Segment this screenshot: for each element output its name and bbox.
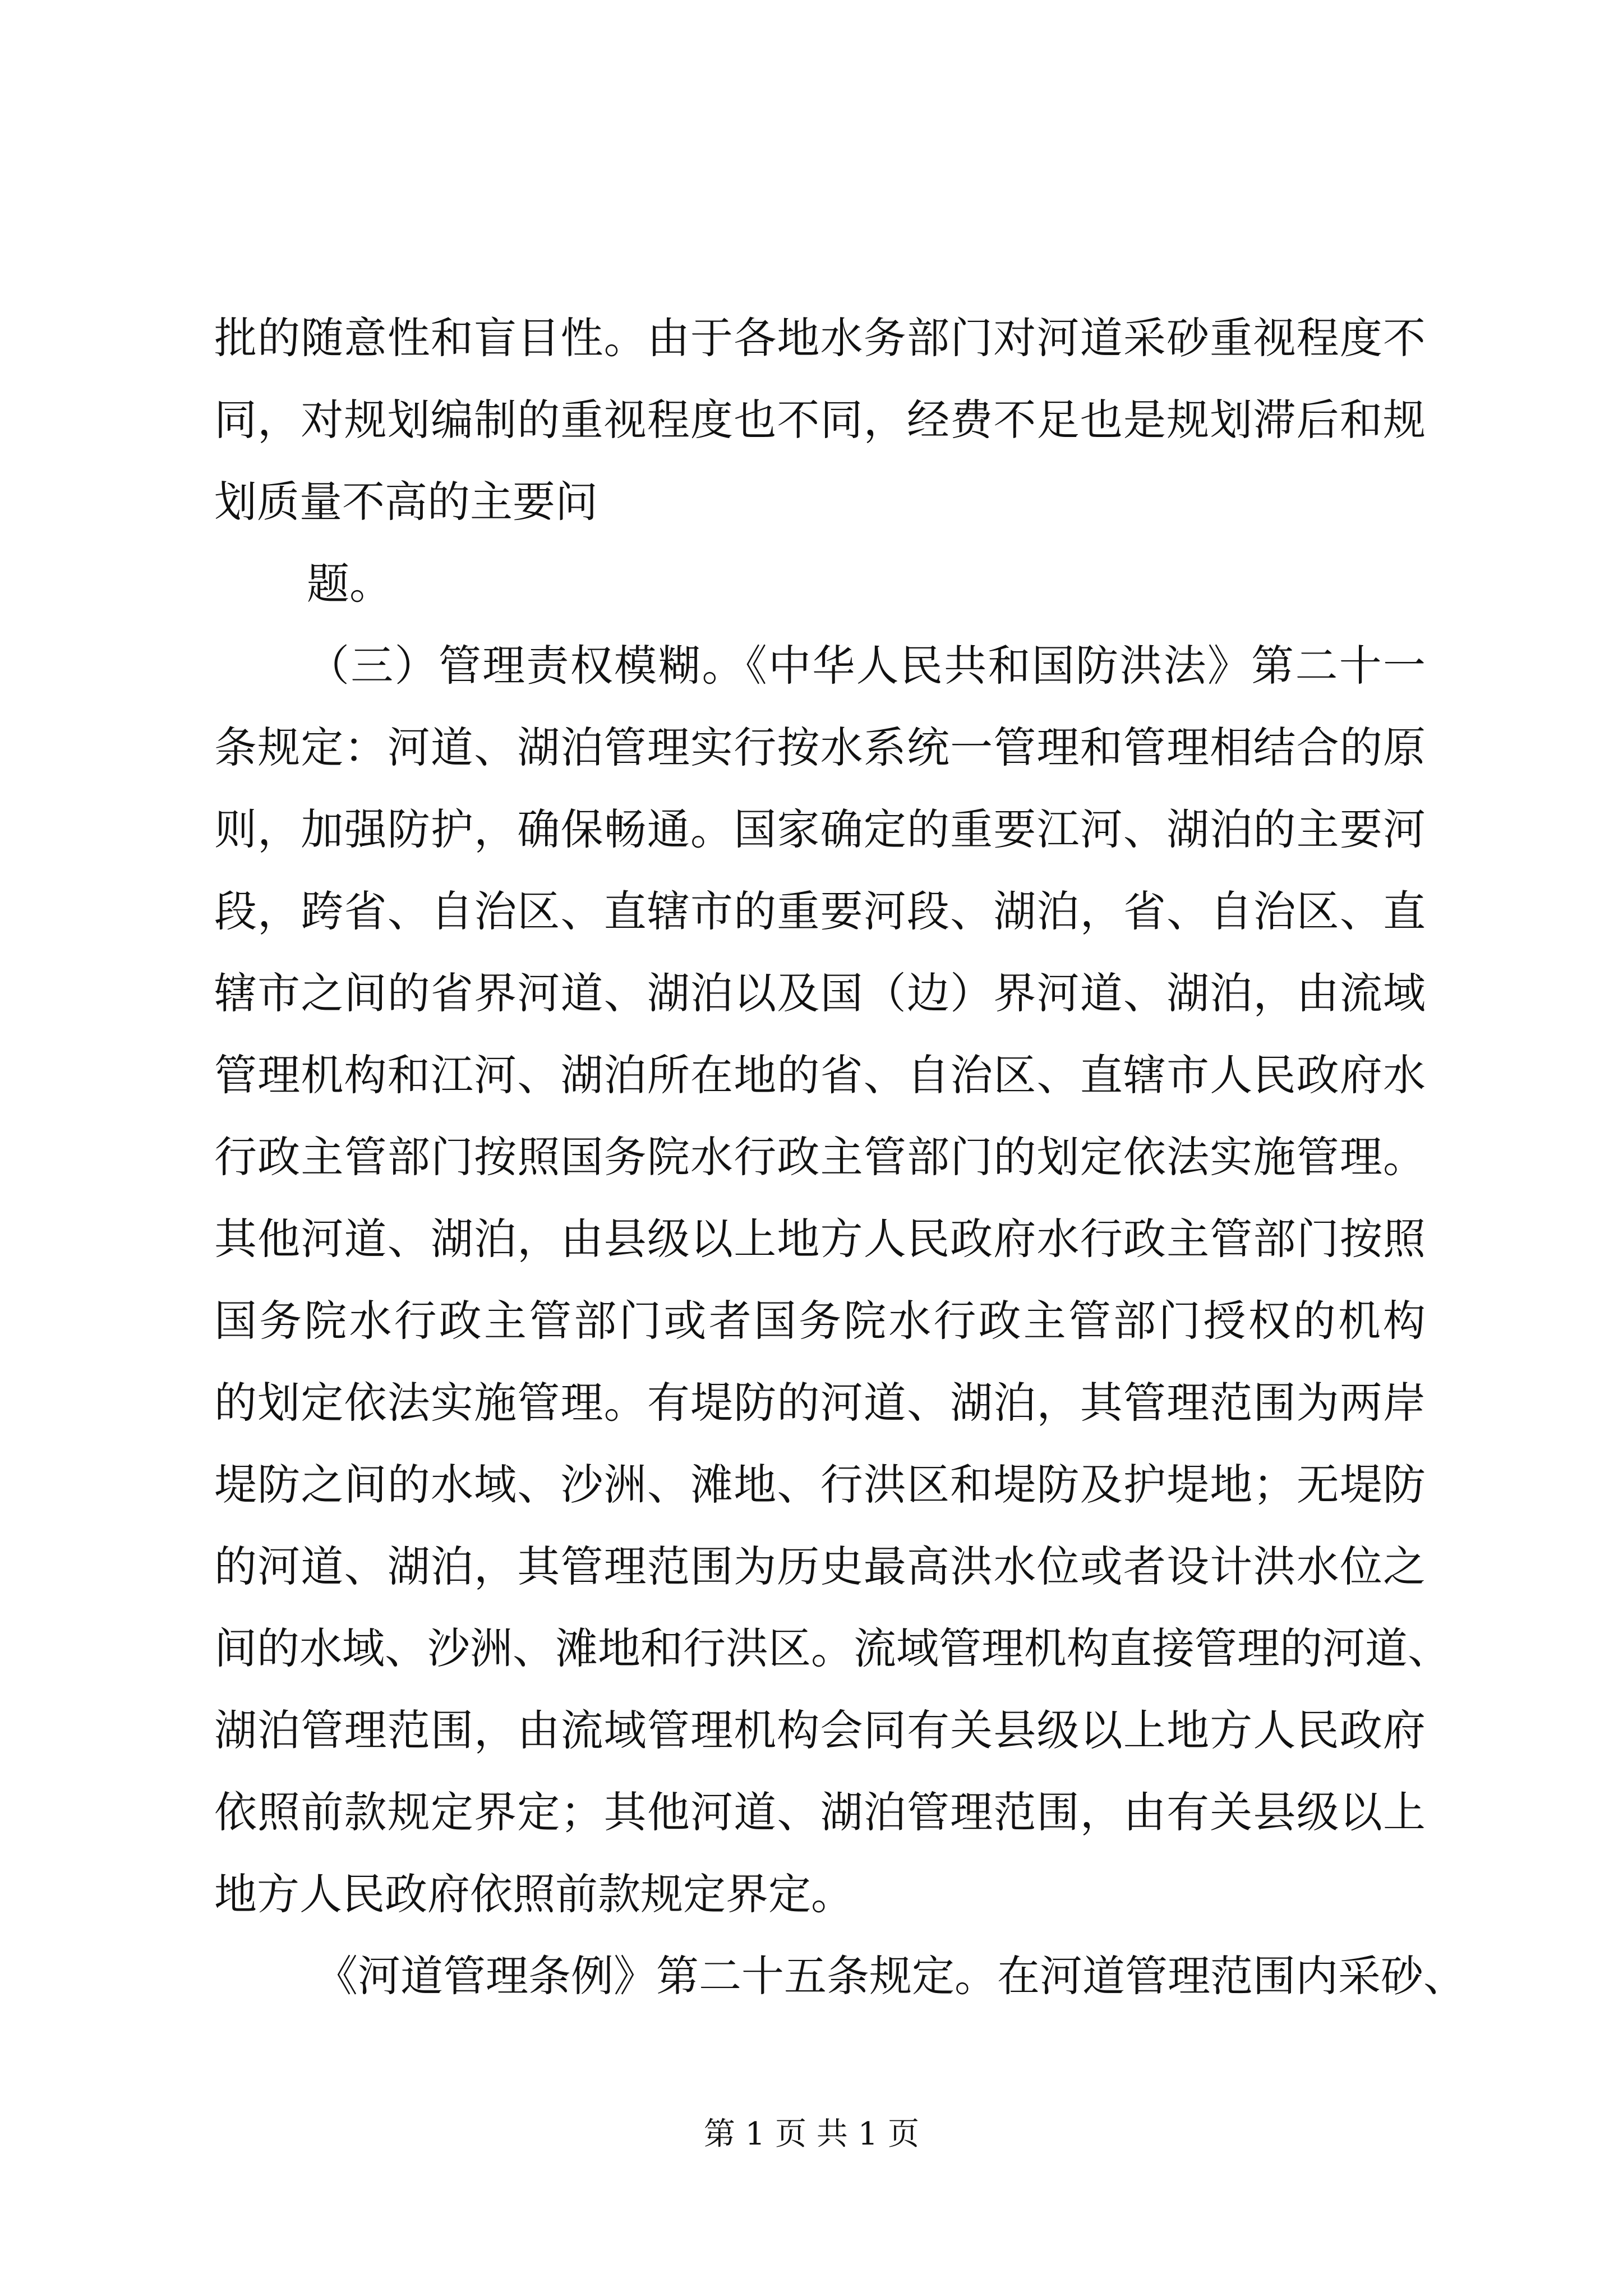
document-body [214, 297, 1466, 2017]
text-line-14: 的划定依法实施管理。有堤防的河道、湖泊，其管理范围为两岸 [214, 1378, 1426, 1428]
text-line-1: 批的随意性和盲目性。由于各地水务部门对河道采砂重视程度不 [214, 313, 1426, 363]
text-line-20: 地方人民政府依照前款规定界定。 [214, 1869, 854, 1919]
text-line-16: 的河道、湖泊，其管理范围为历史最高洪水位或者设计洪水位之 [214, 1542, 1426, 1591]
text-line-15: 堤防之间的水域、沙洲、滩地、行洪区和堤防及护堤地；无堤防 [214, 1460, 1426, 1510]
text-line-4: 题。 [307, 559, 392, 609]
text-line-8: 段，跨省、自治区、直辖市的重要河段、湖泊，省、自治区、直 [214, 886, 1426, 936]
text-line-7: 则，加强防护，确保畅通。国家确定的重要江河、湖泊的主要河 [214, 804, 1426, 854]
text-line-13: 国务院水行政主管部门或者国务院水行政主管部门授权的机构 [214, 1296, 1426, 1346]
text-line-10: 管理机构和江河、湖泊所在地的省、自治区、直辖市人民政府水 [214, 1050, 1426, 1100]
text-line-11: 行政主管部门按照国务院水行政主管部门的划定依法实施管理。 [214, 1132, 1426, 1182]
text-line-6: 条规定：河道、湖泊管理实行按水系统一管理和管理相结合的原 [214, 723, 1426, 772]
text-line-18: 湖泊管理范围，由流域管理机构会同有关县级以上地方人民政府 [214, 1705, 1426, 1755]
text-line-17: 间的水域、沙洲、滩地和行洪区。流域管理机构直接管理的河道、 [214, 1623, 1450, 1673]
text-line-21: 《河道管理条例》第二十五条规定。在河道管理范围内采砂、 [315, 1951, 1466, 2001]
page-number-footer: 第 1 页 共 1 页 [703, 2116, 920, 2152]
text-line-12: 其他河道、湖泊，由县级以上地方人民政府水行政主管部门按照 [214, 1214, 1426, 1264]
text-line-5: （三）管理责权模糊。《中华人民共和国防洪法》第二十一 [307, 641, 1426, 691]
text-line-19: 依照前款规定界定；其他河道、湖泊管理范围，由有关县级以上 [214, 1787, 1426, 1837]
text-line-3: 划质量不高的主要问 [214, 477, 598, 527]
text-line-2: 同，对规划编制的重视程度也不同，经费不足也是规划滞后和规 [214, 395, 1426, 445]
text-line-9: 辖市之间的省界河道、湖泊以及国（边）界河道、湖泊，由流域 [214, 968, 1426, 1018]
